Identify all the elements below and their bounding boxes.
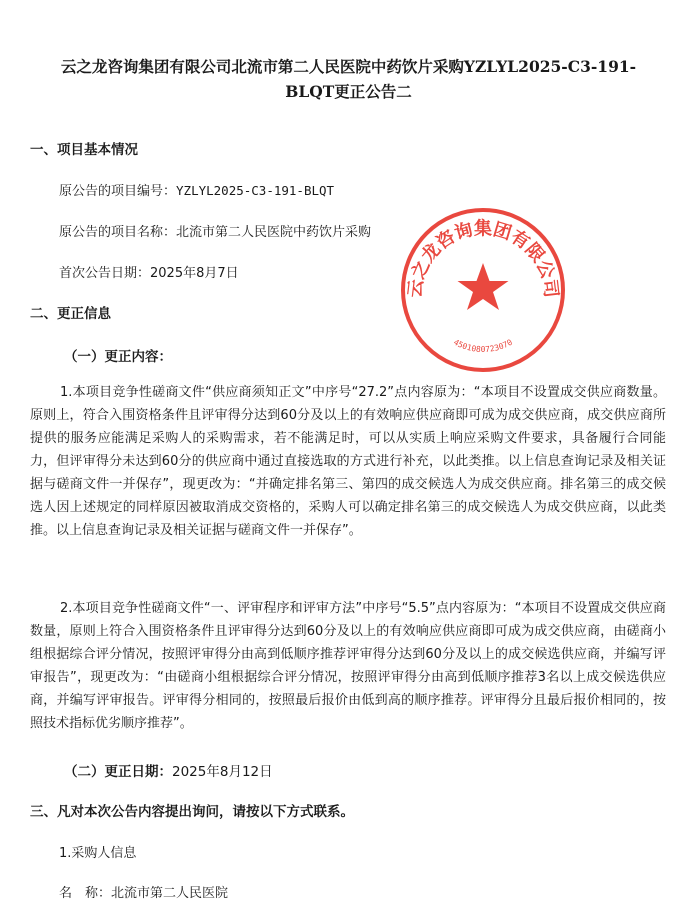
title-line-2: BLQT更正公告二: [285, 82, 412, 101]
correction-paragraph-2: 2.本项目竞争性磋商文件“一、评审程序和评审方法”中序号“5.5”点内容原为：“本项目不设置成交供应商数量，原则上符合入围资格条件且评审得分达到60分及以上的有效响应供应商即可成为成交供应商，由磋商小组根据综合评分情况，按照评审得分由高到低顺序推荐评审得分达到60分及以上的成交候选供应商，并编写评审报告”，现更改为：“由磋商小组根据综合评分情况，按照评审得分由高到低顺序推荐3名以上成交候选供应商，并编写评审报告。评审得分相同的，按照最后报价由低到高的顺序推荐。评审得分且最后报价相同的，按照技术指标优劣顺序推荐”。: [30, 601, 666, 731]
purchaser-info-item: 1.采购人信息: [59, 846, 137, 861]
project-no-label: 原公告的项目编号：: [59, 184, 177, 199]
first-date-line: 首次公告日期：2025年8月7日: [59, 266, 239, 281]
page-title: [20, 54, 677, 104]
section1-heading: 一、项目基本情况: [30, 142, 138, 158]
company-seal: [398, 205, 568, 375]
section2-heading: 二、更正信息: [30, 306, 111, 322]
purchaser-name-line: [59, 882, 228, 901]
project-name-line: 原公告的项目名称：北流市第二人民医院中药饮片采购: [59, 225, 372, 240]
project-no-line: [59, 180, 334, 199]
section3-heading: 三、凡对本次公告内容提出询问，请按以下方式联系。: [30, 804, 354, 820]
sub-heading-content: [64, 345, 172, 365]
purchaser-name-label: 名 称：: [59, 886, 112, 901]
seal-graphic: [403, 210, 563, 370]
correction-date-value: 2025年8月12日: [172, 764, 273, 780]
seal-company-text: 云之龙咨询集团有限公司: [404, 218, 562, 299]
title-line-1: 云之龙咨询集团有限公司北流市第二人民医院中药饮片采购YZLYL2025-C3-191-: [60, 57, 637, 76]
sub-heading-content-label: （一）更正内容：: [64, 349, 172, 365]
project-no-value: YZLYL2025-C3-191-BLQT: [176, 183, 335, 198]
correction-paragraph-1: 1.本项目竞争性磋商文件“供应商须知正文”中序号“27.2”点内容原为：“本项目不设置成交供应商数量。原则上，符合入围资格条件且评审得分达到60分及以上的有效响应供应商即可成为成交供应商，成交供应商所提供的服务应能满足采购人的采购需求，若不能满足时，可以从实质上响应采购文件要求，具备履行合同能力，但评审得分未达到60分的供应商中通过直接选取的方式进行补充，以此类推。以上信息查询记录及相关证据与磋商文件一并保存”，现更改为：“并确定排名第三、第四的成交候选人为成交供应商。排名第三的成交候选人因上述规定的同样原因被取消成交资格的，采购人可以确定排名第三的成交候选人为成交供应商，以此类推。以上信息查询记录及相关证据与磋商文件一并保存”。: [30, 385, 666, 538]
star-icon: [458, 263, 509, 310]
purchaser-name-value: 北流市第二人民医院: [111, 886, 229, 901]
correction-date-label: （二）更正日期：: [64, 764, 172, 780]
seal-code-text: 4501080723070: [452, 337, 514, 355]
correction-date-line: [64, 760, 273, 780]
